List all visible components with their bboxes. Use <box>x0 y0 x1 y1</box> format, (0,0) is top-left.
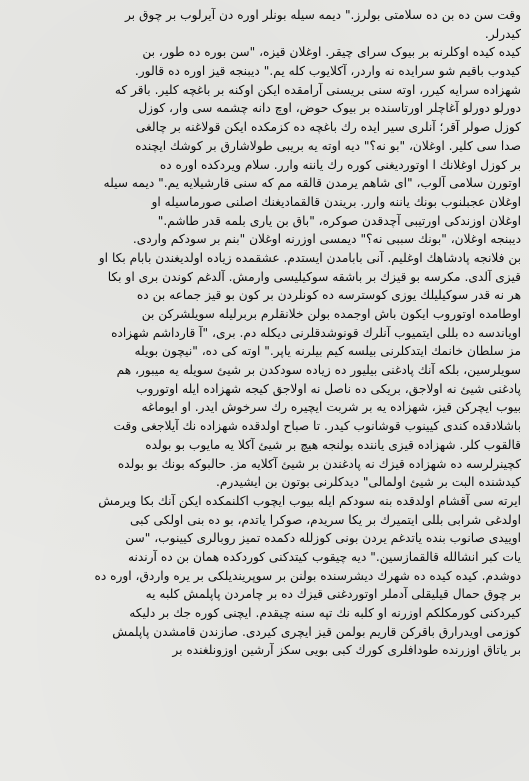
text-line: کیدرلر. <box>484 26 521 41</box>
text-line: باشلادقده کندی کیینوب قوشانوب کیدر. تا صباح اولدقده شهزاده نك آیلاجغی وقت <box>113 419 521 434</box>
text-line: قالقوب کلر. شهزاده قیزی یاننده بولنجه هیچ بر شیئ آکلا یه مایوب بو بولده <box>145 437 521 452</box>
text-line: صدا سی کلیر. اوغلان، "بو نه؟" دیه اوته یه بریبی طولاشارق بر کوشك ایچنده <box>135 138 521 153</box>
text-line: اوغلان اوزندکی اورتیبی آچدقدن صوکره، "باق بن یاری بلمه قدر طاشم." <box>157 213 521 228</box>
text-line: اولدغی شرابی بللی ایتمیرك بر یکا سریدم، صوکرا یاتدم، بو ده بنی اولکی کبی <box>129 512 521 527</box>
text-line: کیدوب باقیم شو سرایده نه واردر، آکلایوب کله یم." دیبنجه قیز اوره ده قالور. <box>134 64 521 79</box>
text-line: اوغلان عجبلنوب بونك یاننه وارر. بریندن قالقمادیغنك اصلنی صورماسیله او <box>151 194 521 209</box>
text-line: کوزمی اویدرارق باقرکن قاریم بولمن قیز ایچری کیردی. صازندن قامشدن پاپلمش <box>112 624 521 639</box>
text-line: شهزاده سرایه کیرر، اوته سنی بریسنی آرامقده ایکن اوکنه بر باغچه کلیر. باقر که <box>114 82 521 97</box>
text-line: هر نه قدر سوکیلیلك یوزی کوسترسه ده کونلردن بر کون بو قیز جماعه بن ده <box>136 288 521 303</box>
text-line: بن فلانجه پادشاهك اوغلیم. آنی بابامدن ایستدم. عشقمده زیاده اولدیغندن بابام بکا او <box>98 250 521 265</box>
text-line: قیزی آلدی. مکرسه بو قیزك بر باشقه سوکیلیسی وارمش. آلدغم کوندن بری او بکا <box>107 269 521 284</box>
text-line: دوشدم. کیده کیده ده شهرك دیشرسنده بولنن بر سوپریندیلکی بر یره واردق، اوره ده <box>94 568 521 583</box>
text-line: پادغنی شیئ نه اولاجق، بریکی ده ناصل نه اولاجق کیجه شهزاده ایله اوتوروب <box>136 381 521 396</box>
text-line: کوزل صولر آقر؛ آنلری سیر ایده رك باغچه ده کزمکده ایکن قولاغنه بر چالغی <box>135 120 521 135</box>
text-line: دورلو دورلو آغاچلر اورتاسنده بر بیوک حوض، اوچ دانه چشمه سی وار، کوزل <box>138 101 521 116</box>
text-line: کیردکنی کورمکلکم اوزرنه او کلبه نك تپه سنه چیقدم. ایچنی کوره جك بر دلیکه <box>129 606 521 620</box>
text-line: بر یاتاق اوزرنده طودافلری کورك کبی بویی سکز آرشین اوزونلغنده بر <box>172 643 521 658</box>
text-line: اوییدی صانوب بنده یاتدغم یردن بونی کوزلله دکمده تمیز روبالری کیینوب، "سن <box>125 531 521 546</box>
text-line: وقت سن ده بن ده سلامتی بولرز." دیمه سیله بونلر اوره دن آیرلوب بر چوق بر <box>124 8 521 22</box>
text-line: کیده کیده اوکلرنه بر بیوک سرای چیقر. اوغلان قیزه، "سن بوره ده طور، بن <box>142 45 521 60</box>
text-line: اوطامده اوتوروب ایکون باش اوجمده بولن خلانقلرم بربرلیله سویلشرکن بن <box>141 307 521 321</box>
text-line: مز سلطان خانمك ایتدکلرنی بیلسه کیم بیلرنه یاپر." اوته کی ده، "نیچون بویله <box>134 344 521 359</box>
text-line: بر چوق حمال قیلیقلی آدملر اوتوردغنی قیزك ده بر چامردن پاپلمش کلبه یه <box>145 587 521 602</box>
text-line: یات کبر انشالله قالقمازسین." دیه چیقوب کیتدکنی کوردکده همان بن ده آرندنه <box>127 549 521 564</box>
text-line: بر کوزل اوغلانك ا اوتوردیغنی کوره رك یاننه وارر. سلام ویردکده اوره ده <box>159 157 521 172</box>
text-line: ایرته سی آقشام اولدقده بنه سودکم ایله بیوب ایچوب اکلنمکده ایکن آنك بکا ویرمش <box>98 493 521 508</box>
text-line: کچینرلرسه ده شهزاده قیزك نه پادغندن بر شیئ آکلایه مز. حالبوکه بونك بو بولده <box>117 456 521 471</box>
text-line: دیبنجه اوغلان، "بونك سببی نه؟" دیمسی اوزرنه اوغلان "بنم بر سودکم واردی. <box>132 232 521 247</box>
text-line: کیدشنده البت بر شیئ اولمالی" دیدکلرنی بوتون بن ایشیدرم. <box>215 475 521 490</box>
text-line: بیوب ایچرکن قیز، شهزاده یه بر شربت ایچیره رك سرخوش ایدر. او ایوماغه <box>141 400 521 415</box>
text-line: اوتورن سلامی آلوب، "ای شاهم یرمدن قالقه مم که سنی قارشیلایه یم." دیمه سیله <box>103 176 521 191</box>
body-text <box>8 6 521 660</box>
text-line: اویاندسه ده بللی ایتمیوب آنلرك قونوشدقلرنی دیکله دم. بری، "آ قارداشم شهزاده <box>111 325 521 340</box>
text-line: سویلرسین، بلکه آنك پادغنی بیلیور ده زیاده سودکدن بر شیئ سویله یه میبور، هم <box>116 363 521 378</box>
